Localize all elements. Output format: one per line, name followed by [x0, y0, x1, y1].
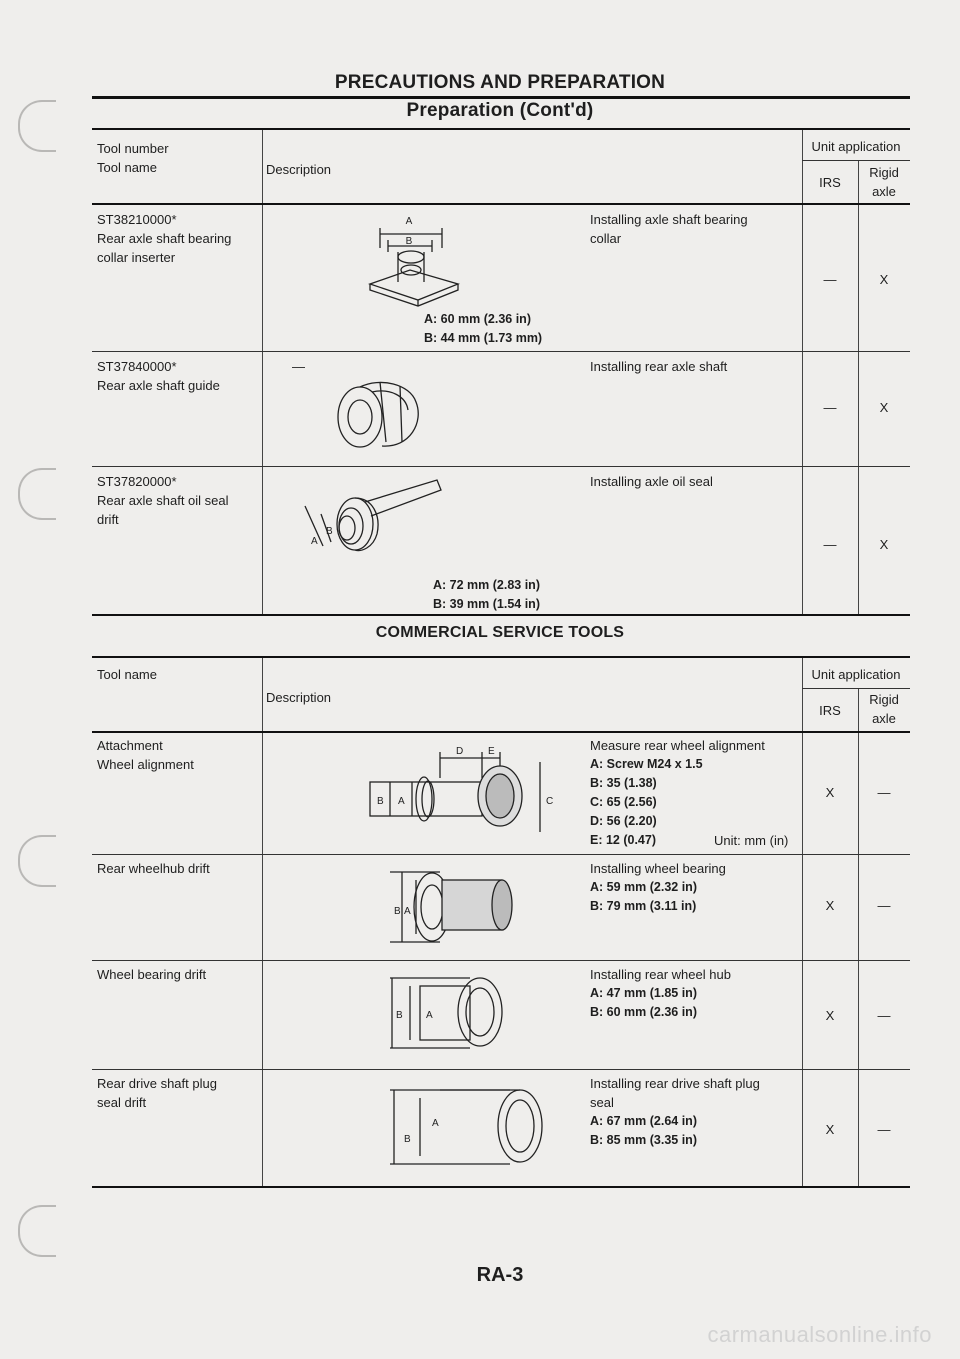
table-row-tool: Rear wheelhub drift	[97, 861, 210, 876]
dimension-b-label: B	[377, 796, 384, 807]
dimension-b-label: B	[405, 236, 413, 247]
dimension-b-label: B	[404, 1134, 411, 1145]
dash-mark: —	[292, 359, 305, 374]
dimension-a-label: A	[405, 216, 413, 227]
rigid-axle-value: X	[879, 537, 889, 552]
collar-inserter-illustration	[360, 212, 480, 312]
rigid-axle-header: Rigid axle	[869, 165, 899, 199]
tool-description: Installing axle oil seal	[590, 474, 713, 489]
binder-hole	[18, 100, 56, 152]
irs-value: X	[825, 898, 835, 913]
irs-header: IRS	[819, 703, 841, 718]
rigid-axle-header: Rigid axle	[869, 692, 899, 726]
table1-subheader-rule	[802, 160, 910, 161]
table2-header-rule	[92, 731, 910, 733]
rigid-axle-value: X	[879, 400, 889, 415]
dimension-a-label: A	[404, 906, 411, 917]
table1-bottom-rule	[92, 614, 910, 616]
irs-value: X	[825, 785, 835, 800]
section-heading: COMMERCIAL SERVICE TOOLS	[375, 624, 625, 641]
tool-specs: A: 67 mm (2.64 in) B: 85 mm (3.35 in)	[590, 1114, 697, 1147]
page-title: PRECAUTIONS AND PREPARATION	[334, 72, 666, 93]
dimension-a-label: A	[398, 796, 405, 807]
table2-col-line	[262, 658, 263, 1186]
dimension-e-label: E	[488, 746, 495, 757]
irs-value: —	[823, 272, 837, 287]
table-row-divider	[92, 960, 910, 961]
oil-seal-drift-illustration	[295, 476, 455, 576]
binder-hole	[18, 1205, 56, 1257]
tool-name-header: Tool name	[97, 667, 157, 682]
page-number: RA-3	[476, 1264, 524, 1286]
table-row-divider	[92, 1069, 910, 1070]
dimension-c-label: C	[546, 796, 554, 807]
unit-application-header: Unit application	[811, 667, 901, 682]
table-row-tool: Attachment Wheel alignment	[97, 738, 194, 772]
tool-number-header: Tool number	[97, 141, 169, 156]
tool-specs: A: Screw M24 x 1.5 B: 35 (1.38) C: 65 (2.56) D: 56 (2.20) E: 12 (0.47)	[590, 757, 703, 847]
tool-description: Installing axle shaft bearing collar	[590, 212, 748, 246]
plug-seal-drift-illustration	[380, 1080, 550, 1172]
table-row-divider	[92, 466, 910, 467]
dimension-d-label: D	[456, 746, 464, 757]
dimension-b-label: B	[394, 906, 401, 917]
axle-shaft-guide-illustration	[320, 362, 440, 462]
table-row-tool: Wheel bearing drift	[97, 967, 207, 982]
irs-header: IRS	[819, 175, 841, 190]
table-row-tool: ST37820000* Rear axle shaft oil seal drift	[97, 474, 229, 527]
dimension-b-label: B	[396, 1010, 403, 1021]
table-row-tool: ST37840000* Rear axle shaft guide	[97, 359, 220, 393]
table2-top-rule	[92, 656, 910, 658]
dimension-b-label: B	[326, 526, 333, 537]
irs-value: —	[823, 537, 837, 552]
tool-description: Installing rear drive shaft plug seal	[590, 1076, 760, 1110]
tool-dimensions: A: 72 mm (2.83 in) B: 39 mm (1.54 in)	[433, 578, 540, 611]
tool-name-header: Tool name	[97, 160, 157, 175]
unit-application-header: Unit application	[811, 139, 901, 154]
irs-value: X	[825, 1122, 835, 1137]
table1-top-rule	[92, 128, 910, 130]
wheelhub-drift-illustration	[380, 858, 530, 954]
table-row-divider	[92, 854, 910, 855]
page-subtitle: Preparation (Cont'd)	[406, 100, 594, 121]
binder-hole	[18, 835, 56, 887]
table2-subheader-rule	[802, 688, 910, 689]
rigid-axle-value: —	[877, 785, 891, 800]
table2-col-line	[858, 688, 859, 1186]
wheel-bearing-drift-illustration	[380, 966, 530, 1058]
rigid-axle-value: X	[879, 272, 889, 287]
table1-header-rule	[92, 203, 910, 205]
description-header: Description	[266, 162, 332, 177]
unit-note: Unit: mm (in)	[714, 833, 789, 848]
tool-dimensions: A: 60 mm (2.36 in) B: 44 mm (1.73 mm)	[424, 312, 543, 345]
watermark: carmanualsonline.info	[707, 1322, 932, 1347]
table-row-tool: ST38210000* Rear axle shaft bearing collar inserter	[97, 212, 232, 265]
dimension-a-label: A	[432, 1118, 439, 1129]
rigid-axle-value: —	[877, 1008, 891, 1023]
table2-col-line	[802, 658, 803, 1186]
table-row-tool: Rear drive shaft plug seal drift	[97, 1076, 217, 1110]
irs-value: X	[825, 1008, 835, 1023]
tool-specs: A: 59 mm (2.32 in) B: 79 mm (3.11 in)	[590, 880, 697, 913]
wheel-alignment-attachment-illustration	[360, 738, 560, 846]
dimension-a-label: A	[426, 1010, 433, 1021]
tool-description: Installing rear wheel hub	[590, 967, 731, 982]
header-rule	[92, 96, 910, 99]
irs-value: —	[823, 400, 837, 415]
dimension-a-label: A	[311, 536, 318, 547]
rigid-axle-value: —	[877, 898, 891, 913]
table2-bottom-rule	[92, 1186, 910, 1188]
tool-specs: A: 47 mm (1.85 in) B: 60 mm (2.36 in)	[590, 986, 697, 1019]
description-header: Description	[266, 690, 332, 705]
rigid-axle-value: —	[877, 1122, 891, 1137]
tool-description: Installing wheel bearing	[590, 861, 726, 876]
table-row-divider	[92, 351, 910, 352]
tool-description: Measure rear wheel alignment	[590, 738, 765, 753]
tool-description: Installing rear axle shaft	[590, 359, 728, 374]
binder-hole	[18, 468, 56, 520]
